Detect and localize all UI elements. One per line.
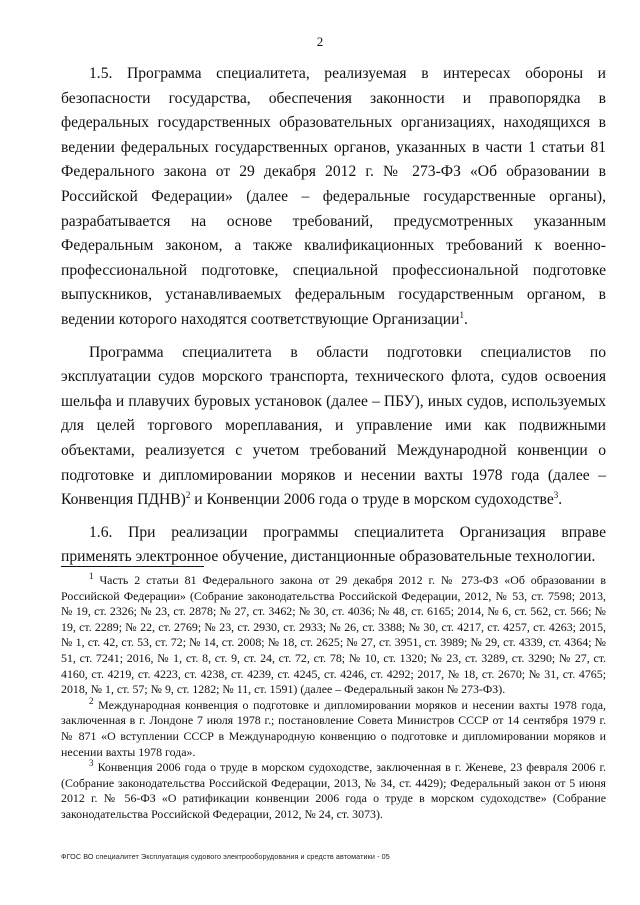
paragraph-stcw <box>61 341 606 513</box>
footnote-marker: 1 <box>89 571 94 582</box>
footnote-2 <box>61 695 606 760</box>
paragraph-text: Программа специалитета в области подготовки специалистов по эксплуатации судов морского транспорта, технического флота, судов освоения шельфа и плавучих буровых установок (далее – ПБУ), иных судов, используемых для целей торгового мореплавания, и управление ими как подвижными объектами, реализуется с учетом требований Международной конвенции о подготовке и дипломировании моряков и несении вахты 1978 года (далее – Конвенция ПДНВ) <box>61 343 606 509</box>
footnotes <box>61 573 606 823</box>
document-footer: ФГОС ВО специалитет Эксплуатация судового электрооборудования и средств автоматики - 05 <box>61 852 390 861</box>
footnote-text: Конвенция 2006 года о труде в морском судоходстве, заключенная в г. Женеве, 23 февраля 2006 г. (Собрание законодательства Российской Федерации, 2013, № 34, ст. 4429); Федеральный закон от 5 июня 2012 г. № 56-ФЗ «О ратификации конвенции 2006 года о труде в морском судоходстве» (Собрание законодательства Российской Федерации, 2012, № 24, ст. 3073). <box>61 760 606 821</box>
paragraph-1-5: 1.5. Программа специалитета, реализуемая в интересах обороны и безопасности государства, обеспечения законности и правопорядка в федеральных государственных образовательных организациях, находящихся в ведении федеральных государственных органов, указанных в части 1 статьи 81 Федерального закона от 29 декабря 2012 г. № 273-ФЗ «Об образовании в Российской Федерации» (далее – федеральные государственные органы), разрабатывается на основе требований, предусмотренных указанным Федеральным законом, а также квалификационных требований к военно-профессиональной подготовке, специальной профессиональной подготовке выпускников, устанавливаемых федеральным государственным органом, в ведении которого находятся соответствующие Организации$^1$. <box>61 65 606 328</box>
paragraph-text: 1.6. При реализации программы специалитета Организация вправе применять электронное обучение, дистанционные образовательные технологии. <box>61 523 606 566</box>
page-number: 2 <box>316 34 324 49</box>
footnote-marker: 2 <box>89 695 94 706</box>
footnote-ref: 2 <box>185 489 191 500</box>
footnote-marker: 3 <box>89 758 94 769</box>
main-text <box>61 62 606 578</box>
footnote-3 <box>61 760 606 822</box>
footnote-text: Часть 2 статьи 81 Федерального закона от 29 декабря 2012 г. № 273-ФЗ «Об образовании в Российской Федерации» (Собрание законодательства Российской Федерации, 2012, № 53, ст. 7598; 2013, № 19, ст. 2326; № 23, ст. 2878; № 27, ст. 3462; № 30, ст. 4036; № 48, ст. 6165; 2014, № 6, ст. 562, ст. 566; № 19, ст. 2289; № 22, ст. 2769; № 23, ст. 2930, ст. 2933; № 26, ст. 3388; № 30, ст. 4217, ст. 4257, ст. 4263; 2015, № 1, ст. 42, ст. 53, ст. 72; № 14, ст. 2008; № 18, ст. 2625; № 27, ст. 3951, ст. 3989; № 29, ст. 4339, ст. 4364; № 51, ст. 7241; 2016, № 1, ст. 8, ст. 9, ст. 24, ст. 72, ст. 78; № 10, ст. 1320; № 23, ст. 3289, ст. 3290; № 27, ст. 4160, ст. 4219, ст. 4223, ст. 4238, ст. 4239, ст. 4245, ст. 4246, ст. 4292; 2017, № 18, ст. 2670; № 31, ст. 4765; 2018, № 1, ст. 57; № 9, ст. 1282; № 11, ст. 1591) (далее – Федеральный закон № 273-ФЗ). <box>61 573 606 697</box>
footnote-text: Международная конвенция о подготовке и дипломировании моряков и несении вахты 1978 года, заключенная в г. Лондоне 7 июля 1978 г.; постановление Совета Министров СССР от 14 сентября 1979 г. № 871 «О вступлении СССР в Международную конвенцию о подготовке и дипломировании моряков и несении вахты 1978 года». <box>61 697 606 759</box>
footnote-separator <box>61 566 204 567</box>
paragraph-1-6 <box>61 521 606 570</box>
footnote-ref: 1 <box>459 309 464 320</box>
footnote-ref: 3 <box>553 489 559 500</box>
paragraph-text: . <box>558 491 563 509</box>
paragraph-text: и Конвенции 2006 года о труде в морском судоходстве <box>190 491 554 509</box>
footnote-1 <box>61 573 606 698</box>
paragraph-text: 1.5. Программа специалитета, реализуемая в интересах обороны и безопасности государства, обеспечения законности и правопорядка в федеральных государственных образовательных организациях, находящихся в ведении федеральных государственных органов, указанных в части 1 статьи 81 Федерального закона от 29 декабря 2012 г. № 273-ФЗ «Об образовании в Российской Федерации» (далее – федеральные государственные органы), разрабатывается на основе требований, предусмотренных указанным Федеральным законом, а также квалификационных требований к военно-профессиональной подготовке, специальной профессиональной подготовке выпускников, устанавливаемых федеральным государственным органом, в ведении которого находятся соответствующие Организации <box>61 65 606 328</box>
